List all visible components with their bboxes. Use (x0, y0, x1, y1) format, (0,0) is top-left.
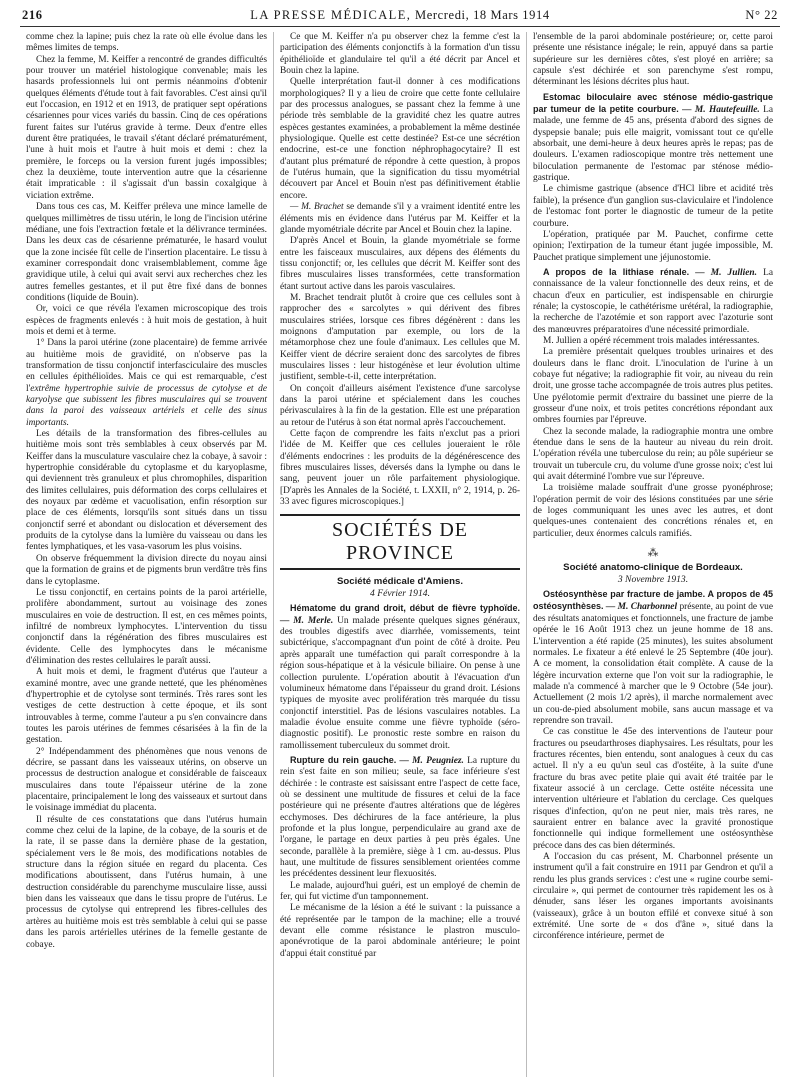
paragraph: 2° Indépendamment des phénomènes que nous venons de décrire, se passant dans les vaisseaux utérins, on observe un processus de destruction analogue et considérable de faisceaux musculaires dans toute l'épaisseur utérine de la zone placentaire, principalement le long des vaisseaux et surtout dans le voisinage immédiat du placenta. (26, 746, 267, 814)
journal-name: LA PRESSE MÉDICALE, (250, 8, 412, 22)
author-name: — M. Merle. (280, 615, 334, 626)
paragraph: Il résulte de ces constatations que dans l'utérus humain comme chez celui de la lapine, de la cobaye, de la souris et de la rate, il se passe dans la dernière phase de la gestation, spécialement vers le 8e mois, des modifications notables de structure dans la région située en regard du placenta. Ces modifications aboutissent, dans l'utérus humain, à une destruction considérable du parenchyme musculaire lisse, aussi bien dans les vaisseaux que dans le tissu propre de l'utérus. Le processus de cytolyse qui entreprend les fibres-cellules des artères au huitième mois est très semblable à celui qui se passe dans les parois artérielles utérines de la femelle gestante de cobaye. (26, 814, 267, 950)
journal-title-line (20, 8, 780, 23)
text-run: La rupture du rein s'est faite en son milieu; seule, sa face inférieure s'est déchirée : le contraste est saisissant entre l'aspect de cette face, où se dessinent une multitude de fissures et celui de la face postérieure qui ne présente d'autres altérations que de légères ecchymoses. Des déchirures de la face antérieure, la plus profonde et la plus longue, perpendiculaire au grand axe de l'organe, le partage en deux parties à peu près égales. Une seconde, parallèle à la première, siège à 1 cm. au-dessus. Plus haut, une multitude de fissures sensiblement orientées comme les précédentes dessinent leur flexuosités. (280, 755, 520, 880)
paragraph: l'ensemble de la paroi abdominale postérieure; or, cette paroi présente une résistance inégale; le rein, appuyé dans sa partie supérieure sur les dernières côtes, s'est ployé en arrière; sa capsule s'est déchirée et son parenchyme s'est rompu, déterminant les lésions décrites plus haut. (533, 32, 773, 88)
paragraph (533, 589, 773, 727)
article-heading: Estomac biloculaire avec sténose médio-gastrique par tumeur de la petite courbure. (533, 91, 773, 115)
issue-number: N° 22 (745, 8, 778, 22)
section-title: SOCIÉTÉS DE PROVINCE (280, 514, 520, 570)
text-run: Un malade présente quelques signes généraux, des troubles digestifs avec diarrhée, vomissements, teint subictérique, s'accompagnant d'un point de côté à droite. Peu après apparaît une tuméfaction qui paraît correspondre à la région sous-hépatique et à la vésicule biliaire. On pense à une collection purulente. L'opération aboutit à l'évacuation d'un volumineux hématome dans l'épaisseur du grand droit. Lésions typiques de myosite avec prolifération très marquée du tissu conjonctif interstitiel. Pas de lésions vasculaires notables. La maladie évolue ensuite comme une fièvre typhoïde (séro-diagnostic positif). Le pronostic reste sombre en raison du ramollissement tuberculeux du sommet droit. (280, 615, 520, 751)
paragraph: Chez la seconde malade, la radiographie montra une ombre étendue dans le sens de la hauteur au niveau du rein droit. L'opération révéla une tuberculose du rein; au pôle supérieur se trouvait un tubercule cru, du volume d'une grosse noix; c'est lui qui avait déterminé l'ombre vue sur l'épreuve. (533, 426, 773, 483)
paragraph: On observe fréquemment la division directe du noyau ainsi que la formation de grains et de pigments brun verdâtre très fins dans le cytoplasme. (26, 553, 267, 587)
text-run: se demande s'il y a vraiment identité entre les éléments mis en évidence dans l'utérus par M. Keiffer et la glande myométriale décrite par Ancel et Bouin chez la lapine. (280, 202, 520, 235)
author-name: — M. Charbonnel (605, 602, 678, 613)
asterism-separator: ⁂ (647, 546, 659, 560)
society-name: Société anatomo-clinique de Bordeaux. (563, 562, 743, 574)
paragraph (280, 603, 520, 751)
text-run: La malade, une femme de 45 ans, présenta d'abord des signes de dyspepsie banale; puis elle maigrit, vomissant tout ce qu'elle absorbait, une demi-heure à deux heures après le repas; pas de douleurs. L'examen radioscopique montre très nettement une biloculation permanente de l'estomac par sténose médio-gastrique. (533, 105, 774, 184)
issue-date: Mercredi, 18 Mars 1914 (415, 8, 550, 22)
paragraph: Cette façon de comprendre les faits n'exclut pas a priori l'idée de M. Keiffer que ces cellules joueraient le rôle d'éléments endocrines : les produits de la dégénérescence des fibres musculaires lisses, déversés dans la lymphe ou dans le sang, peuvent jouer un rôle parfaitement physiologique. [D'après les Annales de la Société, t. LXXII, n° 2, 1914, p. 26-33 avec figures microscopiques.] (280, 429, 520, 508)
paragraph: D'après Ancel et Bouin, la glande myométriale se forme entre les faisceaux musculaires, aux dépens des éléments du tissu conjonctif; or, les cellules que décrit M. Keiffer sont des fibres musculaires lisses transformées, cette transformation étant surtout active dans les parois vasculaires. (280, 236, 520, 292)
paragraph: M. Jullien a opéré récemment trois malades intéressantes. (543, 335, 760, 346)
page-number: 216 (22, 8, 43, 22)
paragraph: Le chimisme gastrique (absence d'HCl libre et acidité très faible), la présence d'un ganglion sus-claviculaire et l'indolence de l'estomac font porter le diagnostic de tumeur de la petite courbure. (533, 184, 773, 229)
paragraph: Or, voici ce que révéla l'examen microscopique des trois espèces de fragments enlevés : à huit mois de gestation, à huit mois et demi et à terme. (26, 304, 267, 337)
article-heading: Hématome du grand droit, début de fièvre typhoïde. (290, 603, 520, 614)
text-columns (20, 32, 780, 1077)
paragraph (26, 338, 267, 429)
paragraph: La première présentait quelques troubles urinaires et des douleurs dans le flanc droit. L'inoculation de l'urine à un cobaye fut négative; la radiographie fit voir, au niveau du rein droit, une grosse tache accompagnée de trois autres plus petites. Une pyélotomie permit d'extraire du bassinet une pierre de la grosseur d'une noix, et trois petites concrétions répondant aux ombres fournies par l'épreuve. (533, 347, 773, 426)
paragraph: Le tissu conjonctif, en certains points de la paroi artérielle, prolifère abondamment, surtout au voisinage des zones musculaires en voie de destruction. Il est, en ces mêmes points, infiltré de nombreux lymphocytes. L'intervention du tissu conjonctif dans la régénération des fibres musculaires est évidente. Celle des lymphocytes dans le mécanisme d'élimination des restes cellulaires le paraît aussi. (26, 587, 267, 666)
running-header (20, 6, 780, 27)
paragraph: Le mécanisme de la lésion a été le suivant : la puissance a été représentée par le tampon de la machine; elle a trouvé devant elle comme résistance le plastron musculo-aponévrotique de la paroi abdominale antérieure; le point d'appui était constitué par (280, 903, 520, 959)
emphasis: extrême hypertrophie suivie de processus de cytolyse et de karyolyse que subissent les fibres musculaires qui se trouvent dans la paroi des vaisseaux artériels et celle des sinus importants. (26, 383, 267, 428)
paragraph: Ce que M. Keiffer n'a pu observer chez la femme c'est la participation des éléments conjonctifs à la formation d'un tissu épithélioïde et glandulaire tel qu'il a été décrit par Ancel et Bouin chez la lapine. (280, 32, 520, 77)
paragraph: Ce cas constitue le 45e des interventions de l'auteur pour fractures ou pseudarthroses diaphysaires. Les résultats, pour les fractures récentes, bien entendu, sont analogues à ceux du cas actuel. Il n'y a eu qu'un seul cas d'ostéite, à la suite d'une fracture du bras avec petite plaie qui avait été traitée par le fixateur associé à un cerclage. Cette ostéite nécessita une intervention ultérieure et l'ablation du cerclage. Ces quelques risques d'infection, qu'on ne peut nier, mais très rares, ne sauraient entrer en balance avec la gravité pronostique fonctionnelle qui indique formellement une ostéosynthèse précoce dans des cas bien déterminés. (533, 727, 773, 851)
society-name: Société médicale d'Amiens. (337, 576, 463, 588)
author-name: — M. Brachet (290, 202, 344, 213)
text-run: La connaissance de la valeur fonctionnelle des deux reins, et de chacun d'eux en particulier, est indispensable en chirurgie rénale; la cystoscopie, le cathétérisme urétéral, la radiographie, la recherche de l'azotémie et son rapport avec l'azoturie sont des manœuvres préparatoires d'une nécessité primordiale. (533, 267, 773, 335)
paragraph: comme chez la lapine; puis chez la rate où elle évolue dans les mêmes limites de temps. (26, 32, 267, 54)
article-heading: Ostéosynthèse par fracture de jambe. A propos de 45 ostéosynthèses. (533, 589, 773, 612)
column-3 (526, 32, 779, 1077)
author-name: — M. Peugniez. (399, 755, 464, 766)
paragraph: Dans tous ces cas, M. Keiffer préleva une mince lamelle de quelques millimètres de tissu utérin, le long de l'incision utérine médiane, une fois l'extraction fœtale et la délivrance terminées. Dans les deux cas de césarienne prématurée, le hasard voulut que la zone incisée fût celle de l'insertion placentaire. Le tissu à examiner correspondait donc vraisemblablement, comme âge gravidique utile, à celui qui avait servi aux recherches chez les autres femelles gestantes, et il put être fixé dans de bonnes conditions (liquide de Bouin). (26, 202, 267, 303)
paragraph: Quelle interprétation faut-il donner à ces modifications morphologiques? Il y a lieu de croire que cette fonte cellulaire par des processus analogues, se passant chez la femme à une période très semblable de la gravidité chez les quatre autres espèces gestantes examinées, a probablement la même destinée physiologique. Quelle est cette destinée? Est-ce une sécrétion endocrine, est-ce une fonction néphrophagocytaire? Il est d'autant plus prématuré de répondre à cette question, à propos de l'utérus humain, que la signification du tissu myométrial découvert par Ancel et Bouin n'est pas définitivement établie encore. (280, 77, 520, 201)
article-heading: Rupture du rein gauche. (290, 754, 397, 765)
paragraph: Le malade, aujourd'hui guéri, est un employé de chemin de fer, qui fut victime d'un tamponnement. (280, 880, 520, 903)
paragraph: A l'occasion du cas présent, M. Charbonnel présente un instrument qu'il a fait construire en 1911 par Gendron et qu'il a rendu les plus grands services : c'est une « rugine courbe semi-circulaire », qui permet de contourner très rapidement les os à dénuder, sans léser les organes importants avoisinants (vaisseaux), grâce à un bouton effilé et convexe situé à son extrémité. Une sorte de « dos d'âne », situé dans la circonférence intérieure, permet de (533, 852, 773, 942)
paragraph: L'opération, pratiquée par M. Pauchet, confirme cette opinion; l'extirpation de la tumeur étant jugée impossible, M. Pauchet pratique simplement une jéjunostomie. (533, 229, 773, 263)
paragraph: On conçoit d'ailleurs aisément l'existence d'une sarcolyse dans la paroi utérine et spécialement dans les couches périvasculaires à la fin de la gestation. Elle est une préparation au retour de l'utérus à son état normal après l'accouchement. (280, 383, 520, 428)
paragraph: La troisième malade souffrait d'une grosse pyonéphrose; l'opération permit de voir des lésions constituées par une série de loges communiquant les unes avec les autres, et dont quelques-unes contenaient des concrétions rénales et, en particulier, deux énormes calculs ramifiés. (533, 483, 773, 539)
text-run: 1° Dans la paroi utérine (zone placentaire) de femme arrivée au huitième mois de gravidité, on n'observe pas la transformation de tissu conjonctif interfasciculaire des muscles en cellules épithélioïdes. Mais ce qui est remarquable, c'est l' (26, 338, 267, 394)
column-2 (273, 32, 526, 1077)
author-name: — M. Jullien. (695, 267, 757, 278)
author-name: — M. Hautefeuille. (682, 105, 760, 116)
session-date: 3 Novembre 1913. (617, 574, 689, 586)
paragraph (280, 202, 520, 236)
paragraph: M. Brachet tendrait plutôt à croire que ces cellules sont à rapprocher des « sarcolytes » qui dérivent des fibres musculaires striées, lorsque ces fibres dégénèrent : dans les moignons d'amputation par exemple, ou lors de la métamorphose chez une foule d'animaux. Les cellules que M. Keiffer vient de décrire seraient donc des sarcolytes de fibres musculaires lisses : leur histogénèse et leur évolution ultime justifient, semble-t-il, cette interprétation. (280, 292, 520, 383)
paragraph: A huit mois et demi, le fragment d'utérus que l'auteur a examiné montre, avec une grande netteté, que les phénomènes d'hypertrophie et de cytolyse sont terminés. Très rares sont les vestiges de cette destruction à cette époque, et ils sont introuvables à terme, comme l'auteur a pu s'en convaincre dans toutes les parois utérines de femmes césarisées à la fin de la gestation. (26, 667, 267, 746)
text-run: présente, au point de vue des résultats anatomiques et fonctionnels, une fracture de jambe opérée le 16 Août 1913 chez un jeune homme de 18 ans. L'intervention a été rapide (25 minutes), les suites absolument normales. Le fixateur a été enlevé le 25 Septembre (40e jour). A ce moment, la consolidation était complète. A cause de la légère incurvation externe que l'on voit sur la radiographie, le malade n'a commencé à marcher que le 9 Octobre (54e jour). Actuellement (2 mois 1/2 après), il marche normalement avec un cou-de-pied absolument mobile, sans aucun massage et va reprendre son travail. (533, 602, 773, 726)
session-date: 4 Février 1914. (370, 588, 430, 600)
article-heading: A propos de la lithiase rénale. (543, 266, 690, 277)
paragraph (280, 755, 520, 881)
column-1 (20, 32, 273, 1077)
paragraph: Chez la femme, M. Keiffer a rencontré de grandes difficultés pour trouver un matériel histologique convenable; mais les hasards professionnels lui ont permis néanmoins d'obtenir quelques éléments d'étude tout à fait favorables. C'est ainsi qu'il eut l'occasion, en 1912 et en 1913, de pratiquer sept opérations césariennes pour vices variés du bassin. Cinq de ces opérations furent faites sur l'utérus gravide à terme. Deux d'entre elles durent être pratiquées, le travail s'étant déclaré prématurément, l'une à huit mois et l'autre à huit mois et demi : chez la première, le forceps ou la version furent jugés impossibles; chez la deuxième, toute intervention autre que la césarienne était impraticable : il s'agissait d'un bassin coxalgique à viciation extrême. (26, 54, 267, 201)
paragraph (533, 267, 773, 336)
paragraph: Les détails de la transformation des fibres-cellules au huitième mois sont très semblables à ceux observés par M. Keiffer dans la musculature vasculaire chez la cobaye, à savoir : hypertrophie considérable du cytoplasme et du karyoplasme, qui deviennent très granuleux et plus chromophiles, disparition des limites cellulaires, puis déformation des corps cellulaires et des noyaux par œdème et vacuolisation, enfin résorption sur place de ces éléments, lorsqu'ils sont situés dans un tissu conjonctif serré et abondant ou dislocation et déversement des produits de la cytolyse dans la lumière du vaisseau ou dans les fentes lymphatiques, et les vasa-vasorum les plus voisins. (26, 429, 267, 553)
paragraph (533, 92, 773, 185)
